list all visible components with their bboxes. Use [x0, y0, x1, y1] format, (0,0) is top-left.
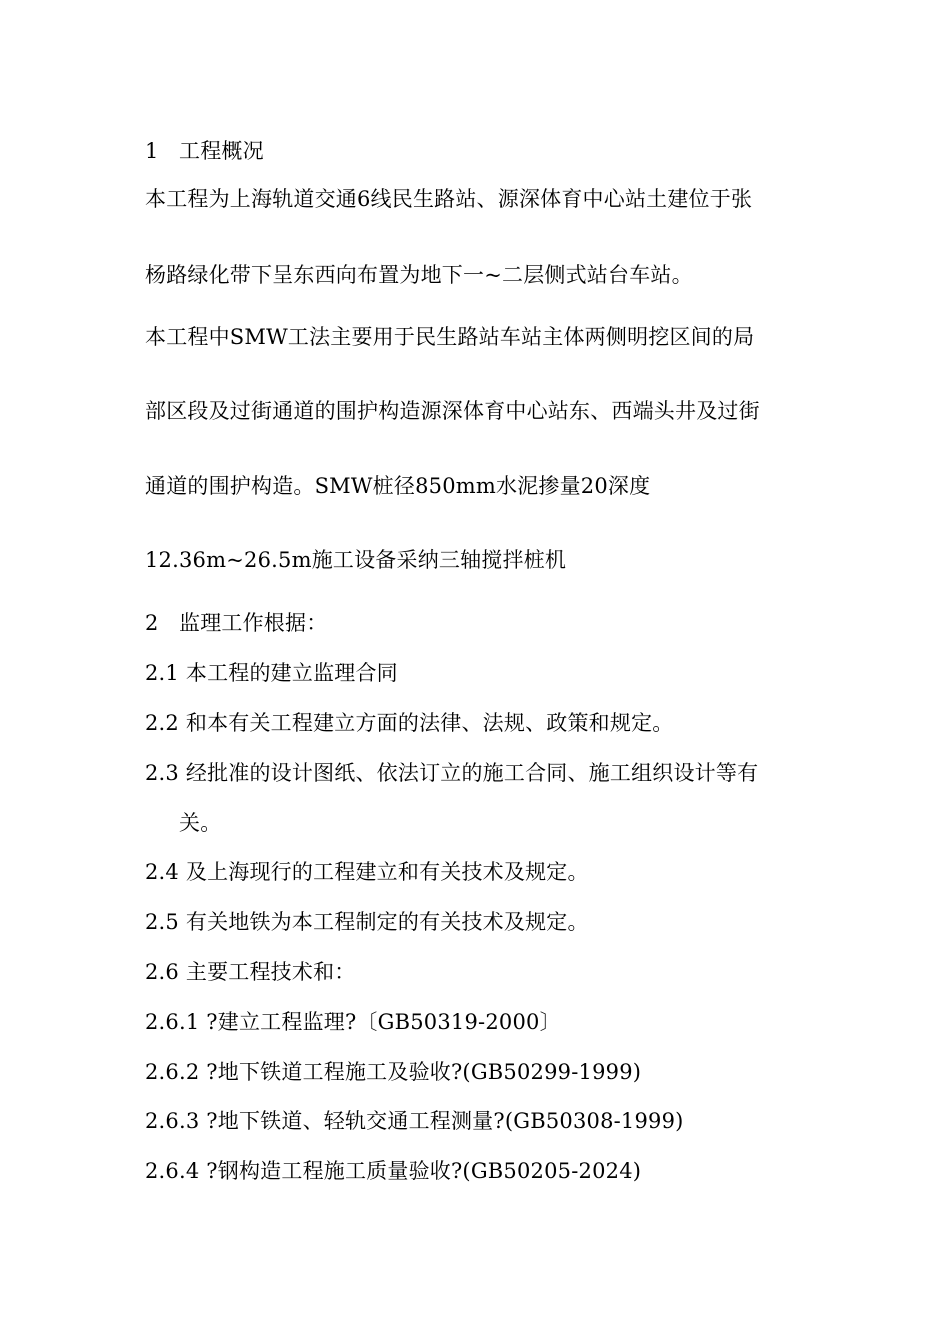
overview-para1-line2: 杨路绿化带下呈东西向布置为地下一~二层侧式站台车站。 [145, 263, 693, 287]
item-2-1: 2.1 本工程的建立监理合同 [145, 661, 398, 685]
section-1-number: 1 [145, 139, 159, 163]
item-2-6: 2.6 主要工程技术和： [145, 960, 356, 984]
item-2-6-2: 2.6.2 ?地下铁道工程施工及验收?(GB50299-1999) [145, 1060, 642, 1084]
section-2-heading [145, 609, 327, 637]
item-2-6-3: 2.6.3 ?地下铁道、轻轨交通工程测量?(GB50308-1999) [145, 1109, 684, 1133]
item-2-3-line2: 关。 [179, 811, 222, 835]
item-2-4: 2.4 及上海现行的工程建立和有关技术及规定。 [145, 860, 589, 884]
section-1-heading [145, 137, 264, 165]
item-2-2: 2.2 和本有关工程建立方面的法律、法规、政策和规定。 [145, 711, 674, 735]
section-2-title: 监理工作根据： [179, 611, 328, 635]
item-2-3-line1: 2.3 经批准的设计图纸、依法订立的施工合同、施工组织设计等有 [145, 761, 759, 785]
item-2-6-4: 2.6.4 ?钢构造工程施工质量验收?(GB50205-2024) [145, 1159, 642, 1183]
item-2-5: 2.5 有关地铁为本工程制定的有关技术及规定。 [145, 910, 589, 934]
section-1-title: 工程概况 [179, 139, 264, 163]
overview-para2-line4: 12.36m~26.5m施工设备采纳三轴搅拌桩机 [145, 548, 567, 572]
overview-para2-line2: 部区段及过街通道的围护构造源深体育中心站东、西端头井及过街 [145, 399, 760, 423]
overview-para1-line1: 本工程为上海轨道交通6线民生路站、源深体育中心站土建位于张 [145, 187, 753, 211]
section-2-number: 2 [145, 611, 159, 635]
overview-para2-line1: 本工程中SMW工法主要用于民生路站车站主体两侧明挖区间的局 [145, 325, 755, 349]
item-2-6-1: 2.6.1 ?建立工程监理?〔GB50319-2000〕 [145, 1010, 561, 1034]
overview-para2-line3: 通道的围护构造。SMW桩径850mm水泥掺量20深度 [145, 474, 651, 498]
